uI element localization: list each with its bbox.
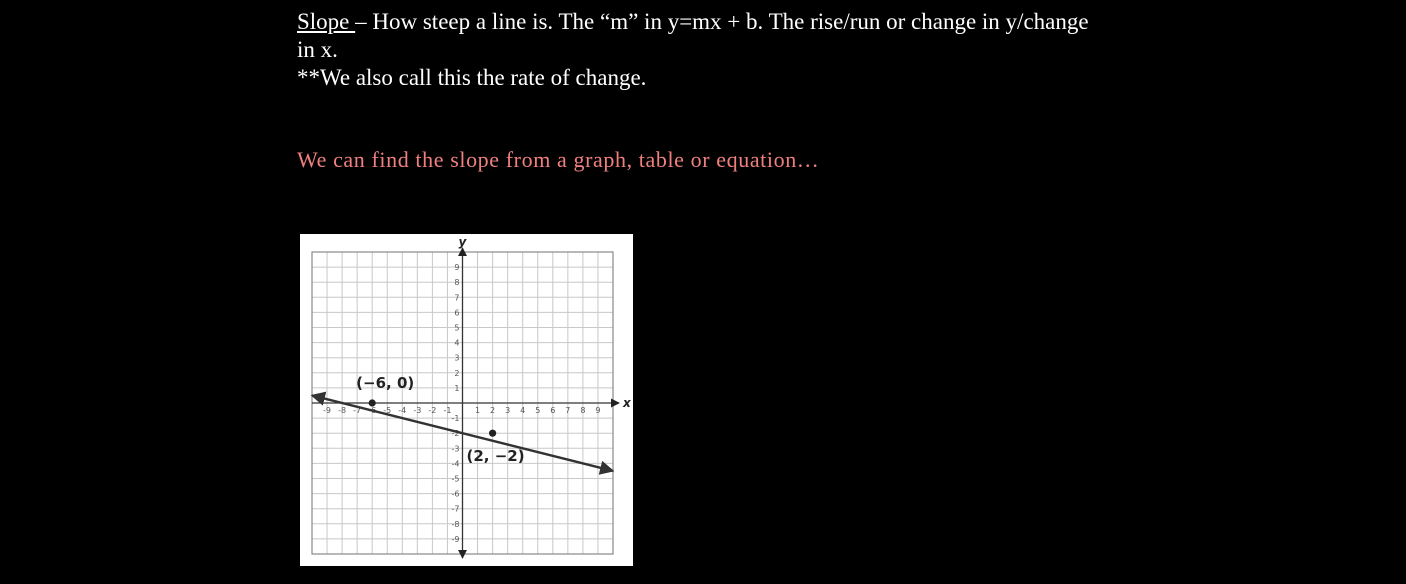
y-tick-label: 1 <box>454 383 460 393</box>
x-tick-label: 9 <box>595 406 601 415</box>
x-tick-label: -8 <box>338 406 347 415</box>
y-tick-label: 7 <box>454 293 460 303</box>
y-tick-label: -1 <box>451 414 460 424</box>
graph-svg <box>300 234 633 566</box>
x-tick-label: -4 <box>398 406 407 415</box>
y-tick-label: 3 <box>454 353 460 363</box>
x-tick-label: 6 <box>550 406 556 415</box>
x-tick-label: -7 <box>353 406 362 415</box>
slope-term: Slope <box>297 9 356 34</box>
x-tick-label: -3 <box>413 406 422 415</box>
rate-of-change-note: **We also call this the rate of change. <box>297 65 647 90</box>
y-tick-label: -3 <box>451 444 460 454</box>
y-tick-label: 9 <box>454 263 460 273</box>
point-label: (2, −2) <box>466 447 525 466</box>
y-tick-label: 6 <box>454 308 460 318</box>
y-tick-label: -6 <box>451 489 460 499</box>
x-tick-label: -2 <box>428 406 437 415</box>
x-tick-label: -9 <box>323 406 332 415</box>
point-label: (−6, 0) <box>356 374 415 392</box>
x-tick-label: 7 <box>565 406 571 415</box>
data-point <box>489 430 496 437</box>
slope-definition <box>297 8 1097 92</box>
data-point <box>369 399 376 406</box>
y-tick-label: -4 <box>451 459 460 469</box>
x-tick-label: 3 <box>505 406 511 415</box>
x-tick-label: -1 <box>443 406 452 415</box>
y-tick-label: -7 <box>451 504 460 514</box>
x-tick-label: 5 <box>535 406 541 415</box>
y-tick-label: 4 <box>454 338 460 348</box>
slope-sources-subheading: We can find the slope from a graph, table or equation… <box>297 147 820 172</box>
x-tick-label: 1 <box>475 406 481 415</box>
y-tick-label: -2 <box>451 429 460 439</box>
y-tick-label: -5 <box>451 474 460 484</box>
x-axis-label: x <box>623 396 631 410</box>
y-tick-label: 2 <box>454 368 460 378</box>
x-tick-label: 2 <box>490 406 496 415</box>
x-tick-label: -5 <box>383 406 392 415</box>
y-tick-label: 8 <box>454 278 460 288</box>
slope-definition-text: – How steep a line is. The “m” in y=mx + b. The rise/run or change in y/change in x. <box>297 9 1089 62</box>
y-tick-label: -9 <box>451 534 460 544</box>
coordinate-graph <box>300 234 633 566</box>
x-tick-label: 4 <box>520 406 526 415</box>
y-tick-label: -8 <box>451 519 460 529</box>
y-axis-label: y <box>458 235 467 249</box>
y-tick-label: 5 <box>454 323 460 333</box>
x-tick-label: 8 <box>580 406 586 415</box>
